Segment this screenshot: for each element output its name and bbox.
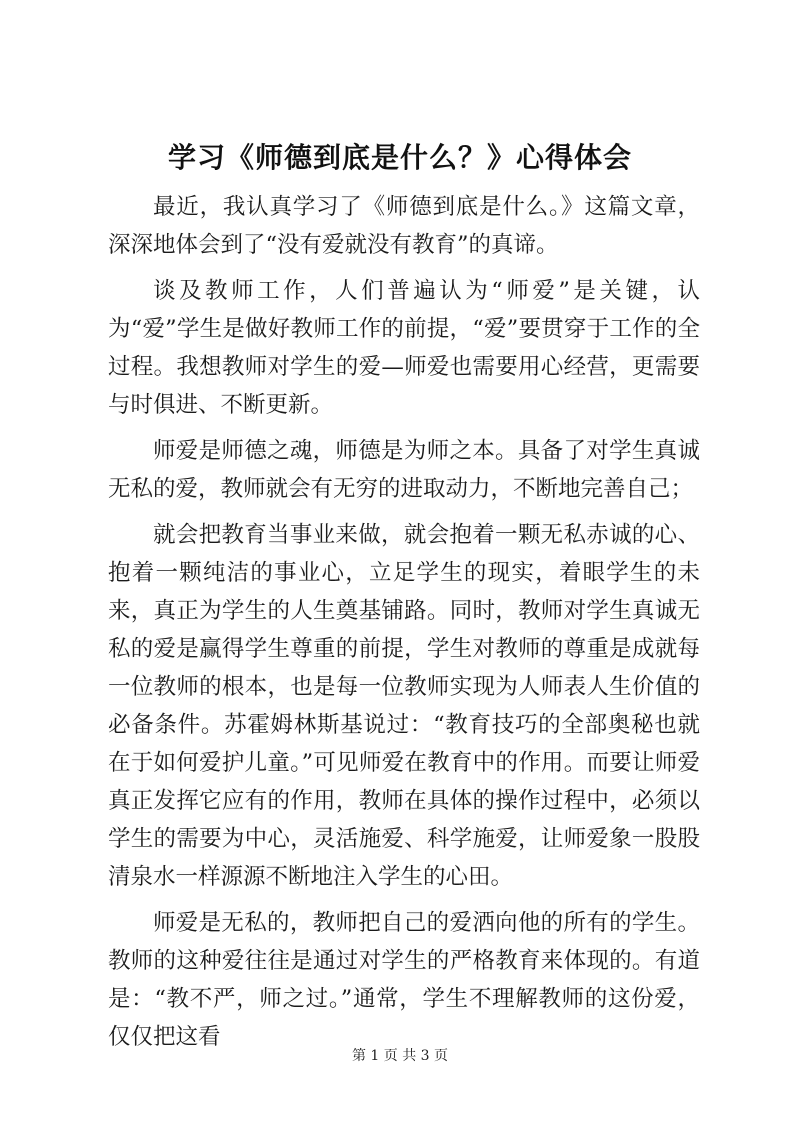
- paragraph-3: 师爱是师德之魂，师德是为师之本。具备了对学生真诚无私的爱，教师就会有无穷的进取动力，不断地完善自己；: [108, 438, 700, 502]
- paragraph-1: 最近，我认真学习了《师德到底是什么。》这篇文章，深深地体会到了“没有爱就没有教育”的真谛。: [108, 194, 700, 258]
- paragraph-4: 就会把教育当事业来做，就会抱着一颗无私赤诚的心、抱着一颗纯洁的事业心，立足学生的现实，着眼学生的未来，真正为学生的人生奠基铺路。同时，教师对学生真诚无私的爱是赢得学生尊重的前提，学生对教师的尊重是成就每一位教师的根本，也是每一位教师实现为人师表人生价值的必备条件。苏霍姆林斯基说过：“教育技巧的全部奥秘也就在于如何爱护儿童。”可见师爱在教育中的作用。而要让师爱真正发挥它应有的作用，教师在具体的操作过程中，必须以学生的需要为中心，灵活施爱、科学施爱，让师爱象一股股清泉水一样源源不断地注入学生的心田。: [108, 522, 700, 890]
- paragraph-2: 谈及教师工作，人们普遍认为“师爱”是关键，认为“爱”学生是做好教师工作的前提，“爱”要贯穿于工作的全过程。我想教师对学生的爱—师爱也需要用心经营，更需要与时俱进、不断更新。: [108, 278, 700, 418]
- paragraph-5: 师爱是无私的，教师把自己的爱洒向他的所有的学生。教师的这种爱往往是通过对学生的严格教育来体现的。有道是：“教不严，师之过。”通常，学生不理解教师的这份爱，仅仅把这看: [108, 910, 700, 1050]
- document-body: [108, 188, 700, 1064]
- document-title: 学习《师德到底是什么？》心得体会: [167, 141, 632, 174]
- page-number-footer: 第 1 页 共 3 页: [351, 1048, 449, 1064]
